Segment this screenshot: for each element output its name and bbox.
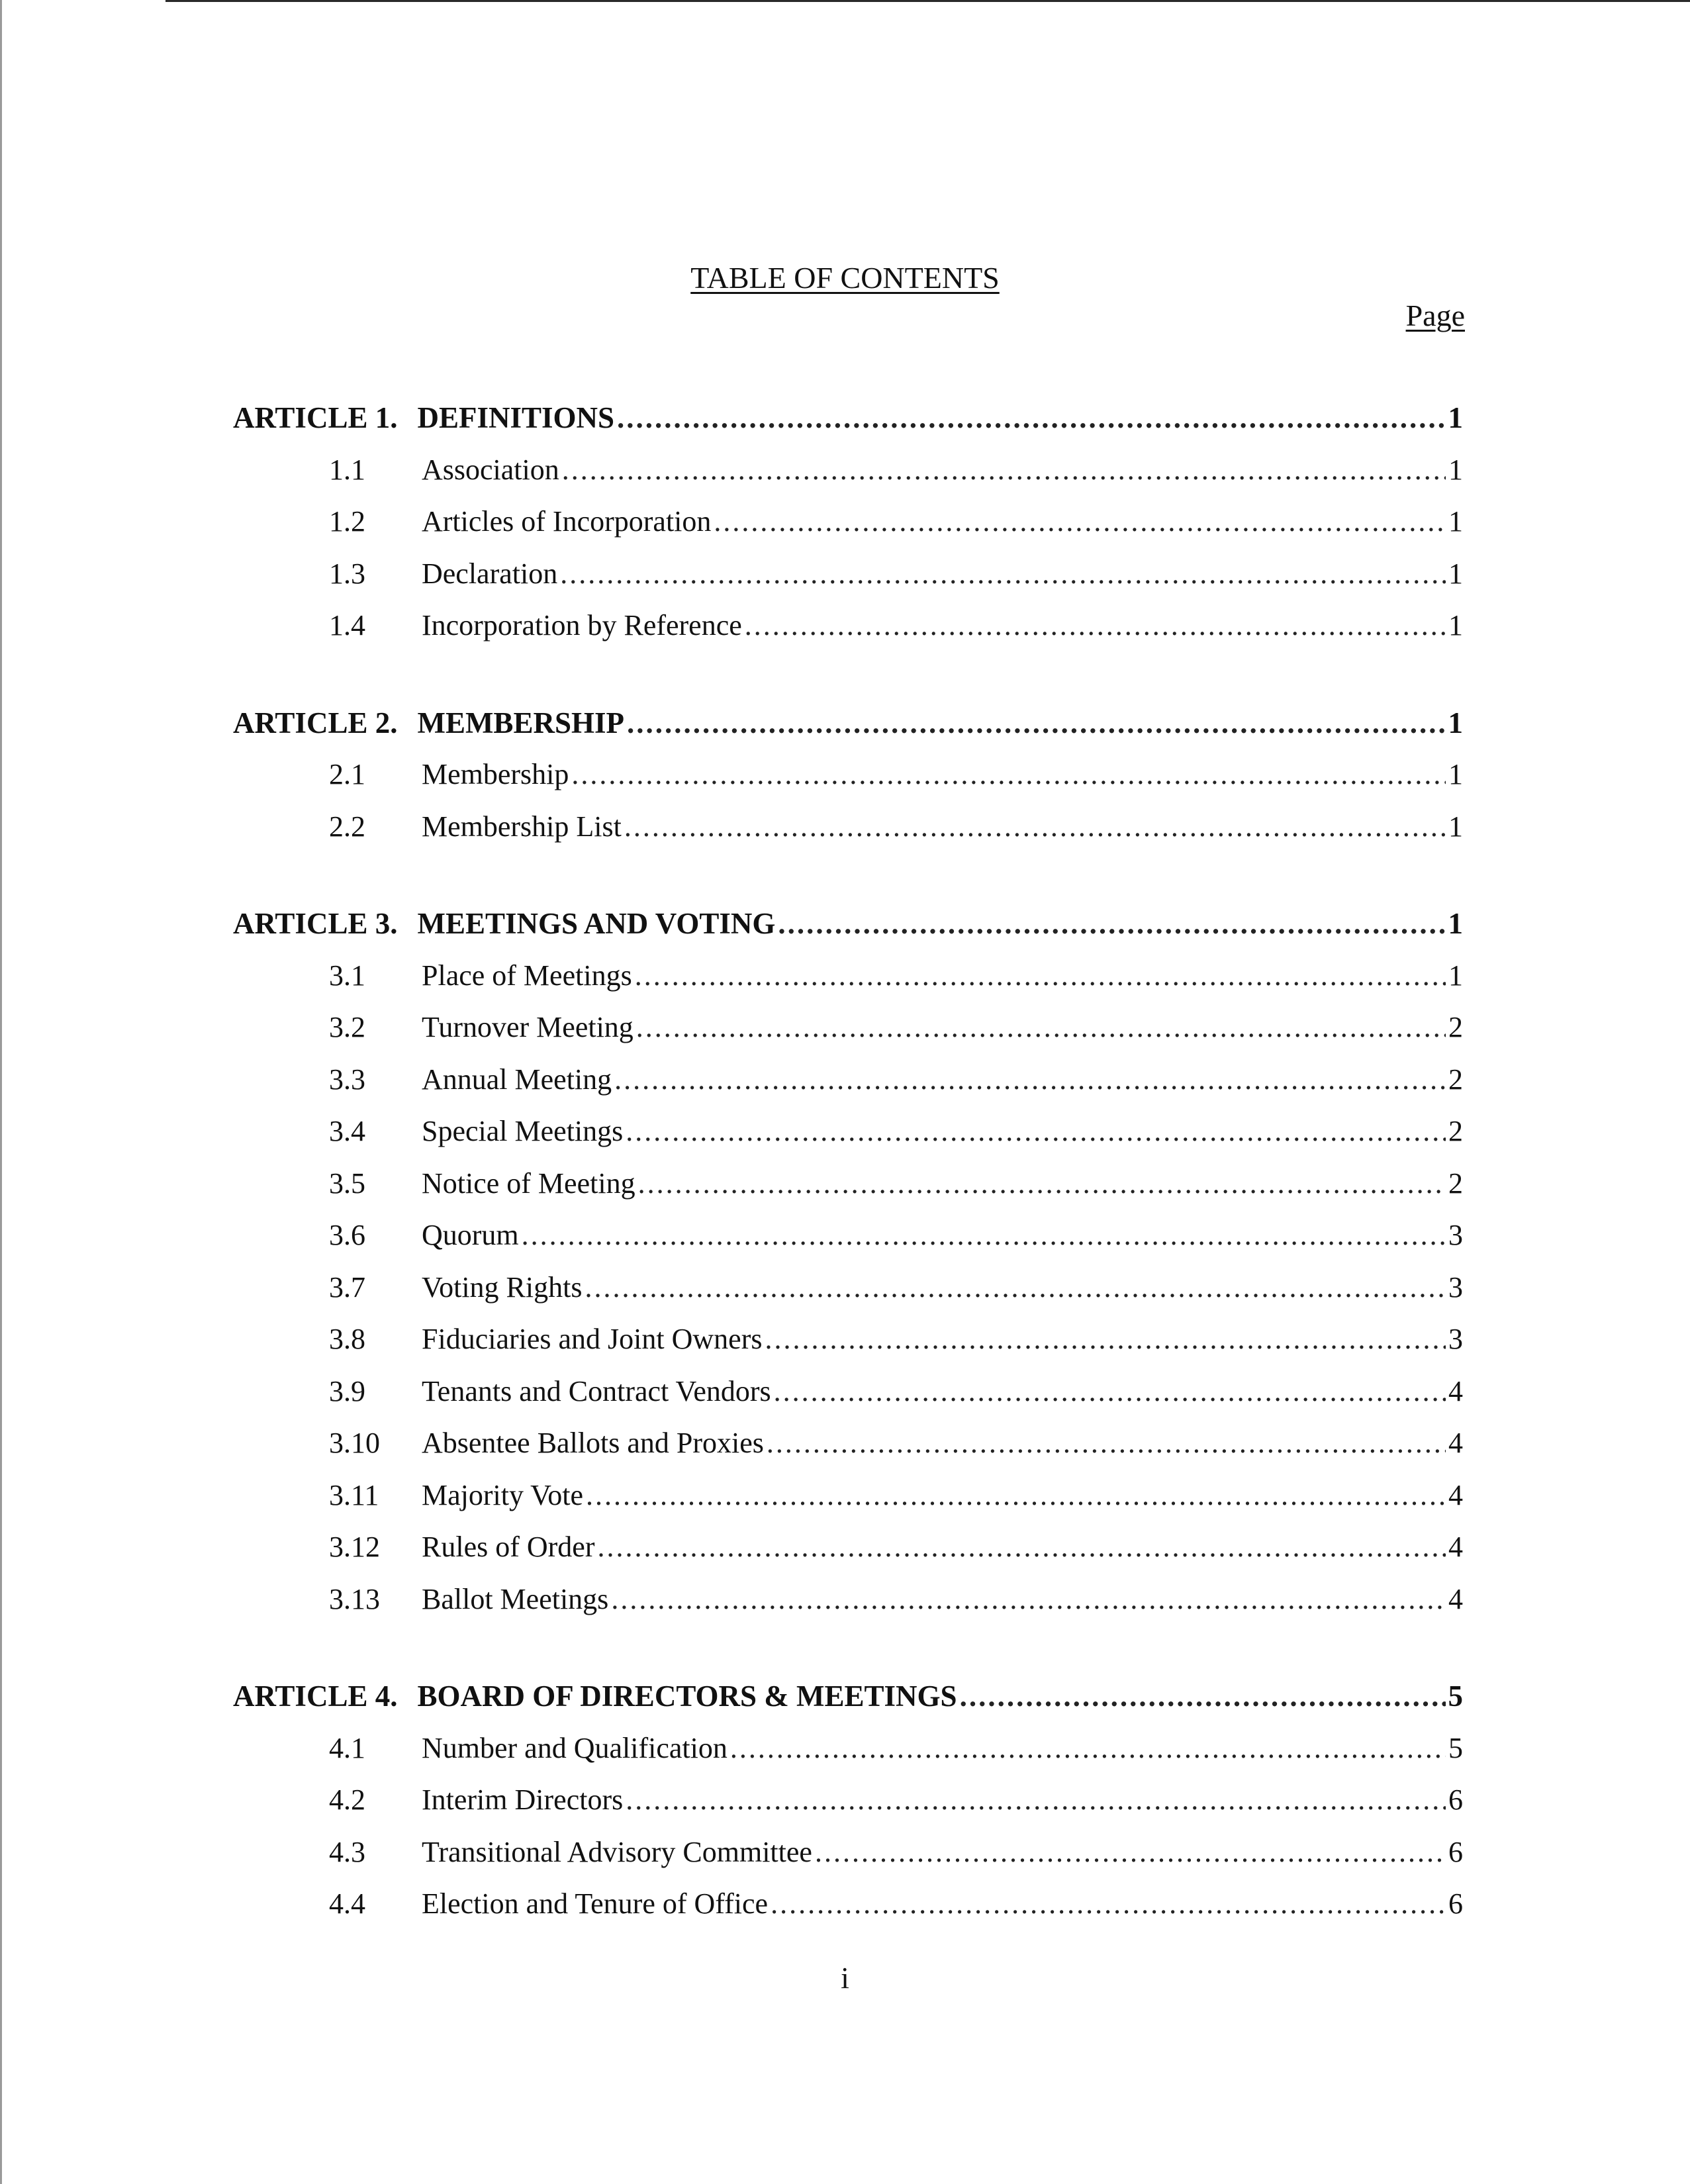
article-heading-row — [233, 1670, 1463, 1723]
section-number: 3.11 — [329, 1478, 379, 1511]
section-title: Majority Vote — [422, 1478, 584, 1511]
section-number: 3.7 — [329, 1270, 365, 1304]
section-page-number: 4 — [1448, 1531, 1463, 1563]
section-number: 3.1 — [329, 959, 365, 992]
section-number: 3.2 — [329, 1011, 365, 1043]
dot-leader — [771, 1878, 1446, 1930]
dot-leader — [714, 496, 1446, 548]
toc-article — [233, 392, 1463, 652]
section-number: 3.13 — [329, 1582, 380, 1615]
section-number: 1.2 — [329, 505, 365, 538]
section-page-number: 6 — [1448, 1887, 1463, 1920]
dot-leader — [765, 1313, 1446, 1366]
section-row — [233, 801, 1463, 853]
scan-edge-top — [165, 0, 1690, 2]
section-row — [233, 548, 1463, 600]
section-title: Tenants and Contract Vendors — [422, 1374, 771, 1407]
section-title: Annual Meeting — [422, 1063, 612, 1096]
section-page-number: 1 — [1448, 609, 1463, 641]
article-title: MEMBERSHIP — [417, 706, 624, 739]
section-number: 4.2 — [329, 1783, 365, 1816]
section-number: 4.1 — [329, 1731, 365, 1764]
dot-leader — [636, 1002, 1446, 1054]
section-row — [233, 1262, 1463, 1314]
section-row — [233, 1723, 1463, 1775]
dot-leader — [774, 1366, 1446, 1418]
section-row — [233, 749, 1463, 801]
section-page-number: 1 — [1448, 505, 1463, 538]
section-page-number: 2 — [1448, 1166, 1463, 1200]
dot-leader — [960, 1670, 1446, 1723]
dot-leader — [614, 1054, 1446, 1106]
dot-leader — [626, 1774, 1446, 1827]
dot-leader — [815, 1827, 1446, 1879]
section-row — [233, 1002, 1463, 1054]
section-title: Special Meetings — [422, 1115, 624, 1147]
section-title: Notice of Meeting — [422, 1166, 635, 1200]
section-number: 4.4 — [329, 1887, 365, 1920]
article-heading-row — [233, 697, 1463, 749]
section-row — [233, 1774, 1463, 1827]
section-row — [233, 1366, 1463, 1418]
section-title: Absentee Ballots and Proxies — [422, 1427, 764, 1459]
section-title: Ballot Meetings — [422, 1582, 609, 1615]
section-row — [233, 496, 1463, 548]
toc-article — [233, 898, 1463, 1625]
section-number: 4.3 — [329, 1835, 365, 1868]
section-page-number: 1 — [1448, 557, 1463, 590]
section-row — [233, 1210, 1463, 1262]
article-page-number: 1 — [1448, 907, 1463, 940]
dot-leader — [571, 749, 1446, 801]
section-title: Quorum — [422, 1219, 519, 1251]
dot-leader — [745, 600, 1446, 652]
section-page-number: 5 — [1448, 1731, 1463, 1764]
dot-leader — [627, 697, 1446, 749]
table-of-contents — [233, 392, 1463, 1975]
section-row — [233, 1827, 1463, 1879]
section-title: Rules of Order — [422, 1531, 595, 1563]
section-page-number: 3 — [1448, 1219, 1463, 1251]
section-number: 1.3 — [329, 557, 365, 590]
section-page-number: 1 — [1448, 959, 1463, 992]
section-number: 3.3 — [329, 1063, 365, 1096]
section-page-number: 4 — [1448, 1374, 1463, 1407]
section-number: 2.1 — [329, 758, 365, 790]
section-row — [233, 1878, 1463, 1930]
section-number: 2.2 — [329, 810, 365, 843]
section-title: Membership — [422, 758, 569, 790]
section-row — [233, 1158, 1463, 1210]
article-label: ARTICLE 3. — [233, 907, 398, 940]
article-page-number: 5 — [1448, 1680, 1463, 1713]
section-title: Association — [422, 453, 559, 486]
section-row — [233, 444, 1463, 497]
section-title: Place of Meetings — [422, 959, 632, 992]
toc-title-text: TABLE OF CONTENTS — [690, 261, 1000, 295]
section-page-number: 3 — [1448, 1323, 1463, 1355]
article-title: MEETINGS AND VOTING — [417, 907, 776, 940]
section-page-number: 1 — [1448, 453, 1463, 486]
section-title: Voting Rights — [422, 1270, 583, 1304]
section-title: Number and Qualification — [422, 1731, 728, 1764]
section-title: Turnover Meeting — [422, 1011, 634, 1043]
article-title: BOARD OF DIRECTORS & MEETINGS — [417, 1680, 957, 1713]
section-number: 3.10 — [329, 1427, 380, 1459]
section-title: Election and Tenure of Office — [422, 1887, 769, 1920]
section-page-number: 2 — [1448, 1011, 1463, 1043]
dot-leader — [562, 444, 1446, 497]
dot-leader — [767, 1417, 1446, 1470]
dot-leader — [624, 801, 1446, 853]
section-number: 1.4 — [329, 609, 365, 641]
section-page-number: 1 — [1448, 758, 1463, 790]
dot-leader — [611, 1574, 1446, 1626]
section-title: Interim Directors — [422, 1783, 624, 1816]
toc-article — [233, 697, 1463, 853]
section-title: Articles of Incorporation — [422, 505, 712, 538]
section-title: Declaration — [422, 557, 558, 590]
scan-edge-left — [0, 0, 2, 2184]
dot-leader — [560, 548, 1446, 600]
dot-leader — [730, 1723, 1446, 1775]
article-label: ARTICLE 2. — [233, 706, 398, 739]
section-page-number: 4 — [1448, 1427, 1463, 1459]
section-row — [233, 950, 1463, 1002]
article-label: ARTICLE 1. — [233, 401, 398, 434]
section-page-number: 4 — [1448, 1582, 1463, 1615]
section-number: 1.1 — [329, 453, 365, 486]
article-page-number: 1 — [1448, 401, 1463, 434]
toc-article — [233, 1670, 1463, 1930]
section-row — [233, 1521, 1463, 1574]
dot-leader — [522, 1210, 1446, 1262]
section-row — [233, 1054, 1463, 1106]
section-page-number: 3 — [1448, 1270, 1463, 1304]
section-row — [233, 1106, 1463, 1158]
section-title: Transitional Advisory Committee — [422, 1835, 812, 1868]
section-title: Fiduciaries and Joint Owners — [422, 1323, 763, 1355]
dot-leader — [598, 1521, 1446, 1574]
dot-leader — [778, 898, 1445, 950]
article-heading-row — [233, 898, 1463, 950]
section-row — [233, 1417, 1463, 1470]
dot-leader — [638, 1158, 1446, 1210]
dot-leader — [635, 950, 1446, 1002]
section-row — [233, 1313, 1463, 1366]
section-row — [233, 1470, 1463, 1522]
section-number: 3.5 — [329, 1166, 365, 1200]
dot-leader — [617, 392, 1445, 444]
dot-leader — [586, 1470, 1446, 1522]
section-page-number: 2 — [1448, 1115, 1463, 1147]
section-page-number: 4 — [1448, 1478, 1463, 1511]
section-page-number: 6 — [1448, 1835, 1463, 1868]
article-title: DEFINITIONS — [417, 401, 615, 434]
section-number: 3.9 — [329, 1374, 365, 1407]
section-page-number: 1 — [1448, 810, 1463, 843]
section-number: 3.8 — [329, 1323, 365, 1355]
page-number: i — [841, 1961, 849, 1995]
page-column-label: Page — [1405, 299, 1465, 332]
section-title: Membership List — [422, 810, 622, 843]
dot-leader — [585, 1262, 1446, 1314]
section-row — [233, 600, 1463, 652]
article-label: ARTICLE 4. — [233, 1680, 398, 1713]
section-page-number: 6 — [1448, 1783, 1463, 1816]
toc-title — [0, 258, 1690, 298]
section-number: 3.4 — [329, 1115, 365, 1147]
section-title: Incorporation by Reference — [422, 609, 742, 641]
section-number: 3.12 — [329, 1531, 380, 1563]
section-page-number: 2 — [1448, 1063, 1463, 1096]
dot-leader — [626, 1106, 1446, 1158]
section-number: 3.6 — [329, 1219, 365, 1251]
section-row — [233, 1574, 1463, 1626]
article-heading-row — [233, 392, 1463, 444]
article-page-number: 1 — [1448, 706, 1463, 739]
